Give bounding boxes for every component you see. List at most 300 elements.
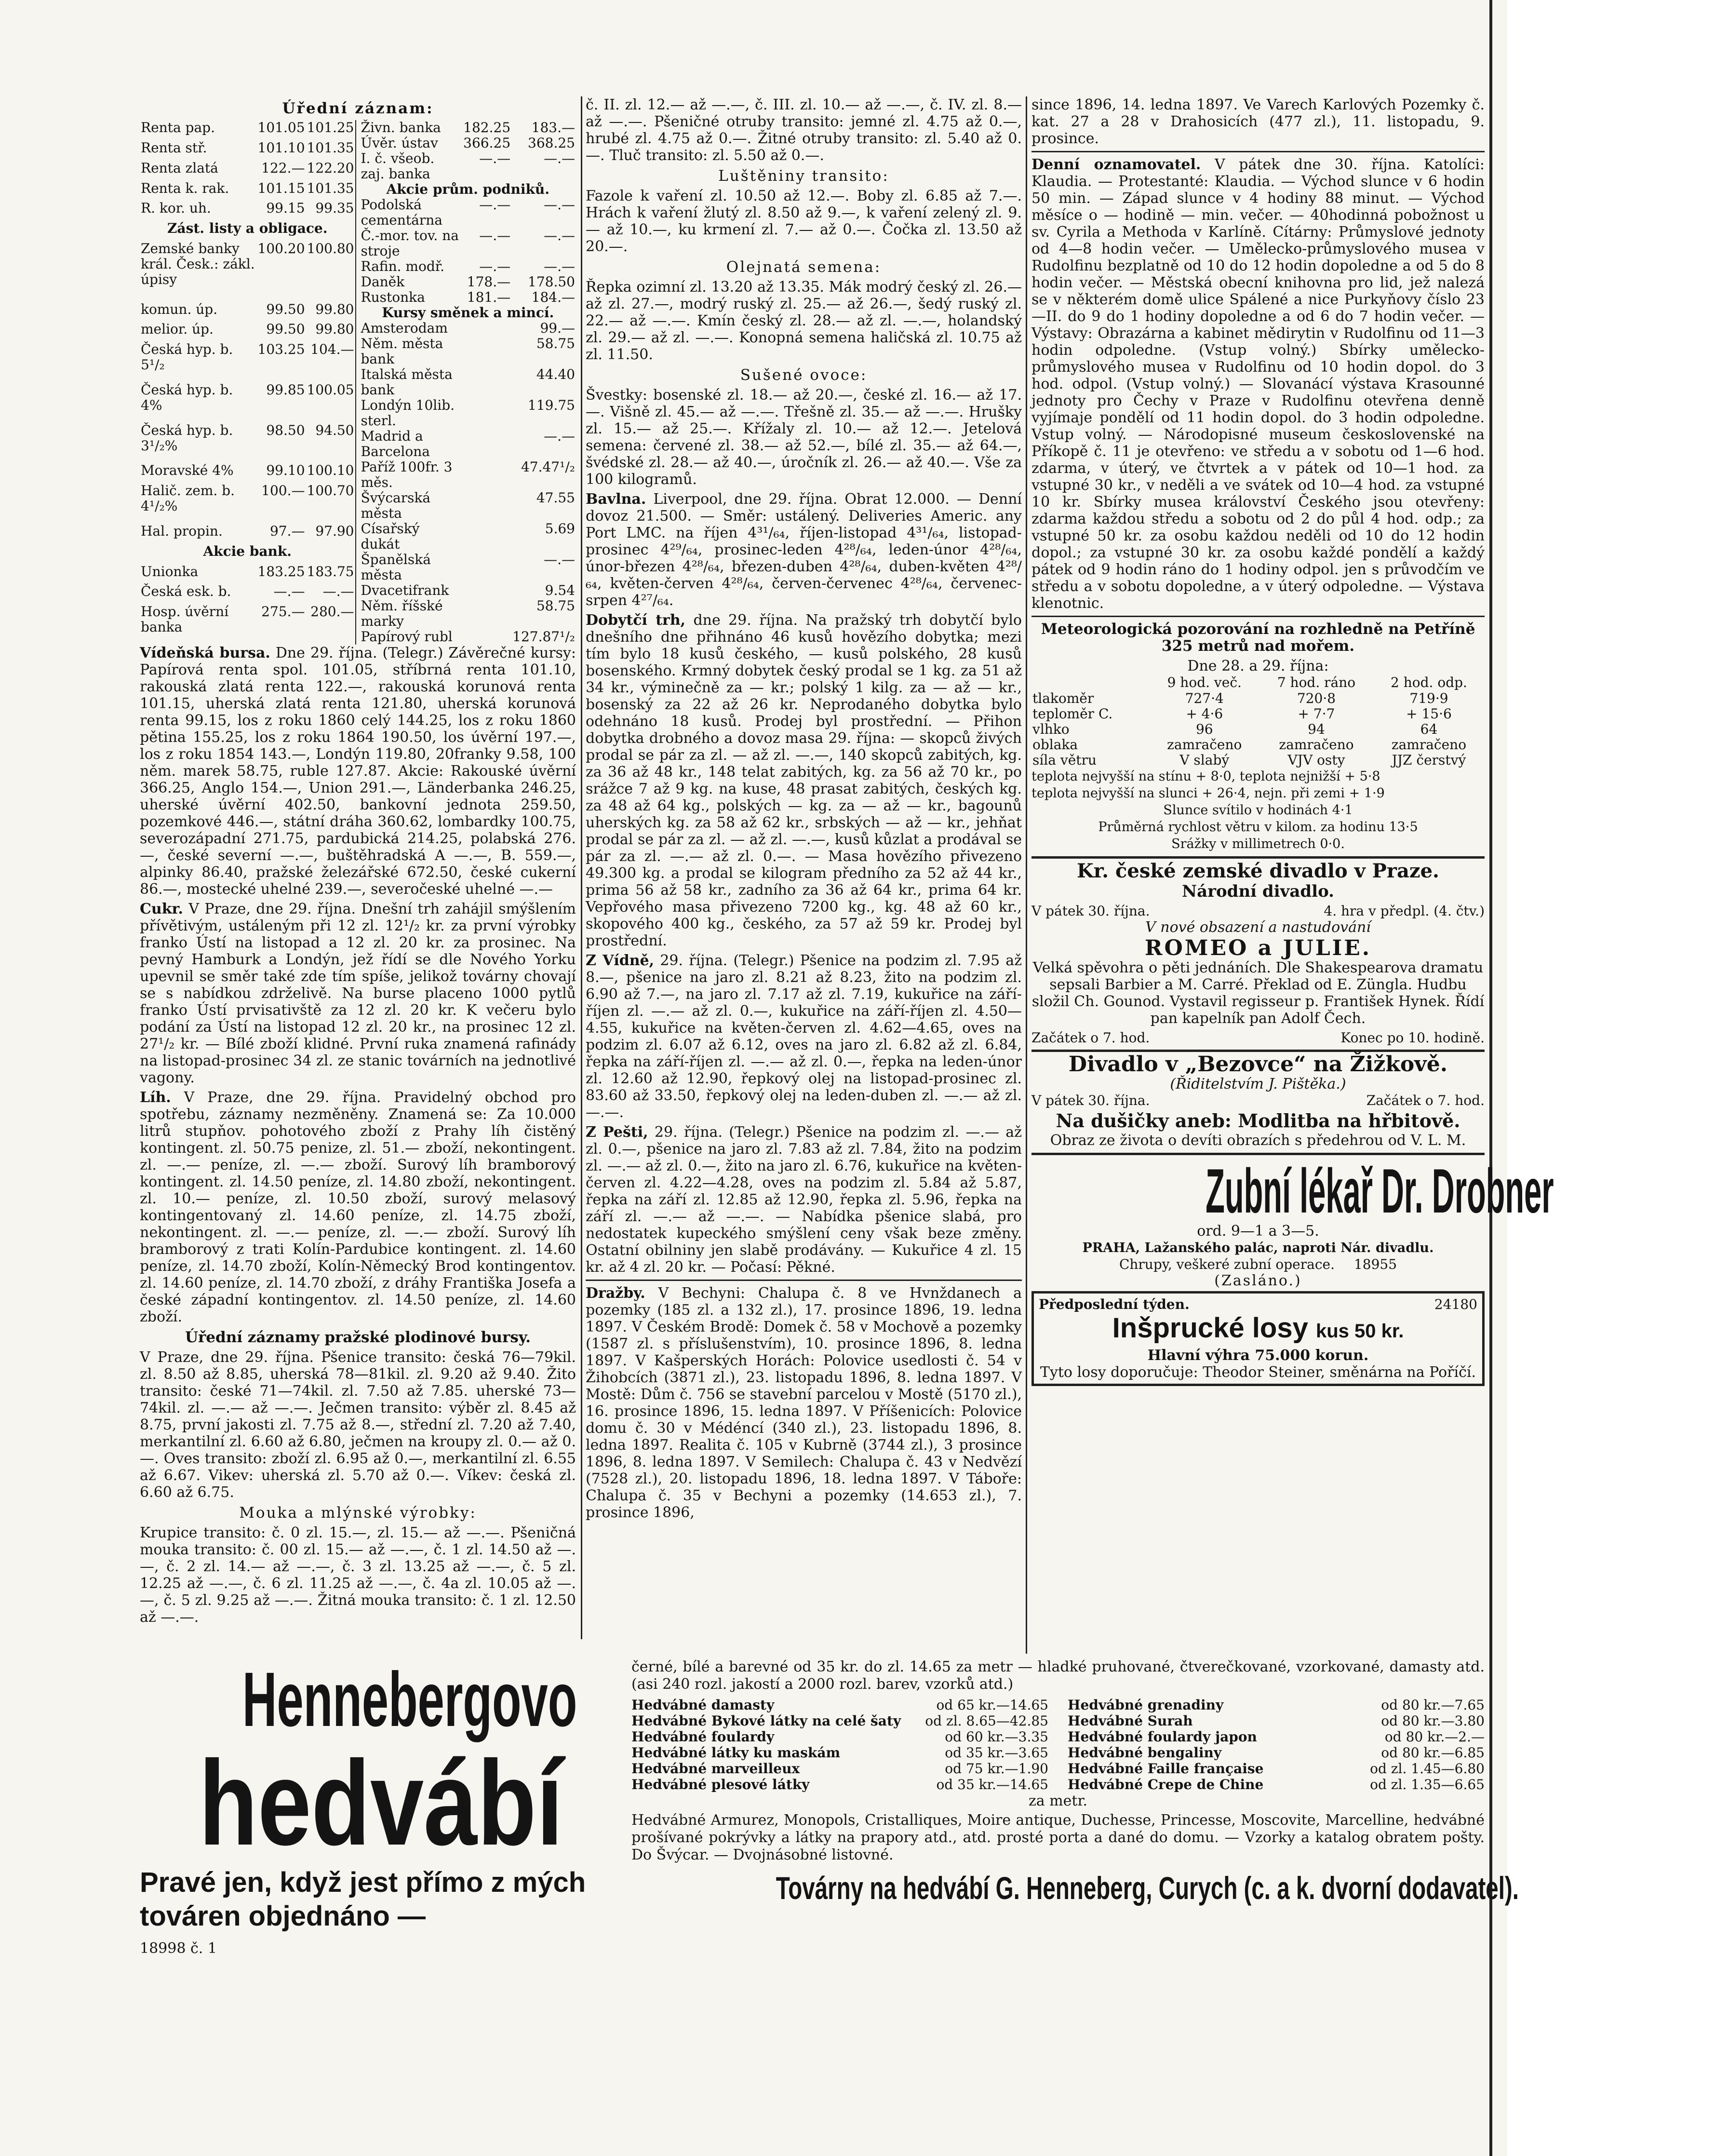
rate-goods: 119.75 xyxy=(528,397,575,413)
rates-left-row xyxy=(140,201,356,221)
lottery-title-line xyxy=(1039,1312,1477,1347)
silk-per-meter: za metr. xyxy=(1028,1792,1088,1809)
silk-item xyxy=(1068,1745,1485,1761)
met-value: VJV osty xyxy=(1287,752,1345,768)
rate-label: Londýn 10lib. sterl. xyxy=(361,397,455,429)
official-heading: Úřední záznam: xyxy=(282,100,434,117)
rate-label: Česká hyp. b. 5¹/₂ xyxy=(141,341,233,373)
divider xyxy=(1031,856,1485,859)
rate-money xyxy=(462,490,511,521)
rate-money: —.— xyxy=(479,258,511,274)
rate-money xyxy=(462,583,511,598)
met-foot-1: teplota nejvyšší na stínu + 8·0, teplota nejnižší + 5·8 xyxy=(1031,769,1380,784)
theatre1-end: Konec po 10. hodině. xyxy=(1340,1030,1485,1046)
rate-goods: 101.35 xyxy=(307,180,354,196)
met-col-header: 2 hod. odp. xyxy=(1391,674,1467,690)
lottery-title: Inšprucké losy xyxy=(1112,1312,1308,1344)
rates-left-row xyxy=(140,604,356,645)
rates-right-row xyxy=(360,259,576,274)
daily-notices xyxy=(1031,156,1485,612)
rate-goods: —.— xyxy=(544,258,575,274)
rates-right-row xyxy=(360,552,576,583)
rate-label: Renta zlatá xyxy=(141,160,218,176)
silk-item-name: Hedvábné látky ku maskám xyxy=(631,1745,841,1761)
silk-footer-wrap xyxy=(631,1869,1519,1907)
silk-item-name: Hedvábné foulardy xyxy=(631,1729,775,1745)
dentist-hours: ord. 9—1 a 3—5. xyxy=(1197,1223,1319,1240)
met-table xyxy=(1031,674,1485,768)
rates-right-row xyxy=(360,629,576,645)
dentist-line xyxy=(1031,1256,1485,1272)
rate-money: 182.25 xyxy=(463,120,511,135)
rate-goods: 178.50 xyxy=(528,274,575,290)
silk-intro: černé, bílé a barevné od 35 kr. do zl. 14.65 za metr — hladké pruhované, čtverečkované, vzorkované, damasty atd. (asi 240 rozl. jakostí a 2000 rozl. barev, vzorků atd.) xyxy=(631,1658,1485,1693)
met-value: 727·4 xyxy=(1185,690,1224,706)
rate-goods: 100.10 xyxy=(307,462,354,479)
met-row xyxy=(1031,753,1485,768)
cattle-text: dne 29. října. Na pražský trh dobytčí bylo dnešního dne přihnáno 46 kusů hovězího dobytka; mezi tím bylo 18 kusů českého, — kusů polského, 28 kusů bosenského. Krmný dobytek český prodal se 1 kg. za 51 až 34 kr., výminečně za — kr.; polský 1 kilg. za — až — kr., bosenský za 22 až 26 kr. Neprodaného dobytka bylo odehnáno 18 kusů. Prodej byl prostřední. — Přihon dobytka drobného a dovoz masa 29. října: — skopců živých prodal se pár za zl. — až zl. —.—, 140 skopců zabitých, kg. za 36 až 48 kr., 148 telat zabitých, kg. za 56 až 70 kr., po srážce 7 až 9 kg. na kuse, 48 prasat zabitých, českých kg. za 48 až 64 kg., polských — kg. za — až — kr., bagounů uherských kg. za 58 až 62 kr., srbských — až — kr., jehňat prodal se pár za zl. — až zl. —.—, kusů kůzlat a prodával se pár za zl. —.— až zl. 0.—. — Masa hovězího přivezeno 49.300 kg. a prodal se kilogram předního za 52 až 44 kr., prima 56 až 58 kr., zadního za 36 až 64 kr., prima 64 kr. Vepřového masa přivezeno 7200 kg., kg. 48 až 60 kr., skopového 400 kg., českého, za 57 až 59 kr. Prodej byl prostřední. xyxy=(586,612,1022,949)
silk-tagline: Pravé jen, když jest přímo z mých továren objednáno — xyxy=(140,1867,586,1932)
rate-goods: 58.75 xyxy=(536,598,575,614)
sugar-report xyxy=(140,901,576,1086)
theatre2-title: Na dušičky aneb: Modlitba na hřbitově. xyxy=(1056,1110,1460,1132)
rate-label: Španělská města xyxy=(361,552,431,583)
rates-right-row xyxy=(360,197,576,228)
rate-label: Česká esk. b. xyxy=(141,583,231,600)
pest-report xyxy=(586,1124,1022,1276)
rates-right-row xyxy=(360,367,576,398)
rate-label: Živn. banka xyxy=(361,120,441,135)
rate-goods: 99.80 xyxy=(315,301,354,317)
rate-label: Č.-mor. tov. na stroje xyxy=(361,228,459,259)
rate-money: 98.50 xyxy=(266,422,305,438)
met-row xyxy=(1031,722,1485,737)
silk-footer: Továrny na hedvábí G. Henneberg, Curych (c. a k. dvorní dodavatel). xyxy=(776,1870,1519,1906)
rate-money xyxy=(462,552,511,583)
column-rule-2 xyxy=(1026,96,1027,1654)
rate-label: Zást. listy a obligace. xyxy=(167,220,328,237)
sugar-heading: Cukr. xyxy=(140,901,183,917)
rates-right-row xyxy=(360,305,576,321)
rate-label: Akcie bank. xyxy=(203,543,292,559)
rates-right-row xyxy=(360,398,576,429)
dentist-addr: PRAHA, Lažanského palác, naproti Nár. divadlu. xyxy=(1082,1240,1434,1255)
met-value: zamračeno xyxy=(1279,737,1354,753)
met-value: 64 xyxy=(1420,721,1438,737)
rate-money xyxy=(462,321,511,336)
lottery-top xyxy=(1039,1296,1477,1312)
theatre2-date: V pátek 30. října. xyxy=(1031,1092,1150,1108)
silk-item-price: od 35 kr.—3.65 xyxy=(945,1745,1048,1761)
legumes-heading: Luštěniny transito: xyxy=(718,167,889,185)
rate-label: Kursy směnek a mincí. xyxy=(382,305,554,321)
rates-right-row xyxy=(360,120,576,135)
rate-label: Něm. říšské marky xyxy=(361,598,443,629)
met-row-label: síla větru xyxy=(1032,752,1097,768)
rate-money: 183.25 xyxy=(257,563,305,579)
silk-item-name: Hedvábné Bykové látky na celé šaty xyxy=(631,1713,901,1729)
silk-item xyxy=(1068,1761,1485,1777)
silk-item xyxy=(631,1713,1048,1729)
rate-label: Paříž 100fr. 3 měs. xyxy=(361,459,453,490)
rate-label: Papírový rubl xyxy=(361,629,453,645)
silk-item-price: od zl. 8.65—42.85 xyxy=(925,1713,1048,1729)
auction-text: V Bechyni: Chalupa č. 8 ve Hvnždanech a pozemky (185 zl. a 132 zl.), 17. prosince 1896, 19. ledna 1897. V Českém Brodě: Domek č. 58 v Mochově a pozemky (1587 zl. s příslušenstvím), 10. prosince 1896, 8. ledna 1897. V Kašperských Horách: Polovice usedlosti č. 54 v Žihobcích (3871 zl.), 23. listopadu 1896, 8. ledna 1897. V Mostě: Dům č. 756 se stavební parcelou v Mostě (5170 zl.), 16. prosince 1896, 15. ledna 1897. V Příšenicích: Polovice domu č. 30 v Médéncí (340 zl.), 23. listopadu 1896, 8. ledna 1897. Realita č. 105 v Kubrně (3744 zl.), 3 prosince 1896, 8. ledna 1897. V Semilech: Chalupa č. 43 v Nedvězí (7528 zl.), 20. listopadu 1896, 18. ledna 1897. V Táboře: Chalupa č. 35 v Bechyni a pozemky (14.653 zl.), 7. prosince 1896, xyxy=(586,1285,1022,1521)
rates-right-row xyxy=(360,429,576,459)
rate-goods: —.— xyxy=(322,583,354,600)
met-value: + 7·7 xyxy=(1298,706,1335,722)
rate-goods: 101.35 xyxy=(307,139,354,156)
met-value: 94 xyxy=(1308,721,1325,737)
vienna-grain-heading: Z Vídně, xyxy=(586,952,655,969)
met-foot-5: Srážky v millimetrech 0·0. xyxy=(1171,836,1345,851)
rate-goods: 101.25 xyxy=(307,120,354,135)
silk-ref: 18998 č. 1 xyxy=(140,1940,217,1957)
rate-label: Rafin. modř. xyxy=(361,258,444,274)
rate-goods: 94.50 xyxy=(315,422,354,438)
rates-right-row xyxy=(360,336,576,367)
rates-right-row xyxy=(360,321,576,336)
rate-label: Švýcarská města xyxy=(361,490,431,521)
silk-item-name: Hedvábné plesové látky xyxy=(631,1777,810,1792)
daily-heading: Denní oznamovatel. xyxy=(1031,156,1201,173)
theatre2-desc: Obraz ze života o devíti obrazích s předehrou od V. L. M. xyxy=(1050,1132,1466,1149)
spirit-report xyxy=(140,1089,576,1325)
rate-label: Česká hyp. b. 3¹/₂% xyxy=(141,422,233,454)
met-value: 719·9 xyxy=(1409,690,1448,706)
silk-name1: Hennebergovo xyxy=(242,1656,577,1742)
divider xyxy=(1031,1153,1485,1155)
column-3 xyxy=(1031,96,1554,1658)
rate-money xyxy=(462,367,511,398)
rates-left-row xyxy=(140,423,356,463)
rate-label: Dvacetifrank xyxy=(361,582,449,598)
rates-right-row xyxy=(360,521,576,552)
rates-left-row xyxy=(140,302,356,322)
silk-item xyxy=(1068,1697,1485,1713)
theatre1-sub: Národní divadlo. xyxy=(1181,882,1335,901)
rates-left-row xyxy=(140,221,356,241)
cattle-report xyxy=(586,612,1022,949)
silk-price-lists xyxy=(631,1697,1485,1792)
auction-report xyxy=(586,1285,1022,1521)
cattle-heading: Dobytčí trh, xyxy=(586,612,686,629)
rate-goods: 104.— xyxy=(310,341,354,358)
rate-label: Renta stř. xyxy=(141,139,207,156)
theatre1-date: V pátek 30. října. xyxy=(1031,903,1150,919)
rate-goods: —.— xyxy=(544,150,575,166)
silk-name2-wrap xyxy=(140,1736,622,1870)
rate-money: 99.50 xyxy=(266,301,305,317)
met-value: 720·8 xyxy=(1297,690,1336,706)
silk-item-price: od zl. 1.45—6.80 xyxy=(1370,1761,1485,1777)
met-foot-4: Průměrná rychlost větru v kilom. za hodinu 13·5 xyxy=(1098,820,1418,835)
rate-label: Podolská cementárna xyxy=(361,197,442,228)
rates-right-row xyxy=(360,228,576,259)
silk-item-price: od 80 kr.—6.85 xyxy=(1381,1745,1485,1761)
vienna-grain-report xyxy=(586,952,1022,1121)
rate-label: Císařský dukát xyxy=(361,521,420,552)
silk-item-price: od 75 kr.—1.90 xyxy=(945,1761,1048,1777)
silk-item-price: od 80 kr.—7.65 xyxy=(1381,1697,1485,1713)
met-col-header: 9 hod. več. xyxy=(1167,674,1242,690)
rates-right-row xyxy=(360,290,576,305)
theatre1-line: V nové obsazení a nastudování xyxy=(1145,919,1371,936)
rate-goods: 280.— xyxy=(310,604,354,620)
met-corner xyxy=(1031,674,1149,691)
rate-goods: —.— xyxy=(544,552,575,567)
dentist-num: 18955 xyxy=(1353,1256,1397,1272)
lottery-ad xyxy=(1031,1291,1485,1386)
column-1 xyxy=(140,96,576,1658)
vienna-text: Dne 29. října. (Telegr.) Závěrečné kursy: Papírová renta spol. 101.05, stříbrná renta 101.10, rakouská zlatá renta 122.—, rakouská korunová renta 101.15, uherská zlatá renta 121.80, uherská korunová renta 99.15, los z roku 1860 celý 144.25, los z roku 1860 pětina 155.25, los z roku 1864 190.50, los úvěrní 197.—, los z roku 1854 143.—, Londýn 119.80, 20franky 9.58, 100 něm. marek 58.75, ruble 127.87. Akcie: Rakouské úvěrní 366.25, Anglo 154.—, Union 291.—, Länderbanka 246.25, uherské úvěrní 402.50, bankovní jednota 259.50, pozemkové 446.—, státní dráha 360.62, lombardky 100.75, severozápadní 271.75, pardubická 214.25, polabská 276.—, české severní —.—, buštěhradská A —.—, B. 559.—, alpinky 86.40, pražské železářské 672.50, české cukerní 86.—, mostecké uhelné 239.—, severočeské uhelné —.— xyxy=(140,645,576,898)
legumes-text: Fazole k vaření zl. 10.50 až 12.—. Boby zl. 6.85 až 7.—. Hrách k vaření žlutý zl. 8.50 až 9.—, k vaření zelený zl. 9.— až 10.—, ku krmení zl. 7.— až 0.—. Čočka zl. 13.50 až 20.—. xyxy=(586,188,1022,255)
silk-item-name: Hedvábné Surah xyxy=(1068,1713,1193,1729)
rate-goods: 99.— xyxy=(540,320,575,336)
rate-goods: 44.40 xyxy=(536,366,575,382)
rate-money: 122.— xyxy=(261,160,305,176)
col3-top-text: since 1896, 14. ledna 1897. Ve Varech Karlových Pozemky č. kat. 27 a 28 v Drahosicích (477 zl.), 11. listopadu, 9. prosince. xyxy=(1031,96,1485,147)
met-row xyxy=(1031,737,1485,753)
rate-goods: 122.20 xyxy=(307,160,354,176)
rate-goods: 99.35 xyxy=(315,200,354,216)
vienna-bourse xyxy=(140,645,576,898)
spirit-text: V Praze, dne 29. října. Pravidelný obchod pro spotřebu, záznamy nezměněny. Znamená se: Za 10.000 litrů stupňov. pohotového zboží z Prahy líh čistěný kontingent. zl. 50.75 penize, zl. 51.— zboží, nekontingent. zl. —.— peníze, zl. —.— zboží. Surový líh bramborový kontingent. zl. 14.50 peníze, zl. 14.80 zboží, nekontingent. zl. 10.— peníze, zl. 10.50 zboží, surový melasový kontingentovaný zl. 14.60 peníze, zl. 14.75 zboží, nekontingent. zl. —.— peníze, zl. —.— zboží. Surový líh bramborový z trati Kolín-Pardubice kontingent. zl. 14.60 peníze, zl. 14.70 zboží, Kolín-Německý Brod kontingentov. zl. 14.60 peníze, zl. 14.70 zboží, z dráhy Františka Josefa a české západní kontingentov. zl. 14.50 peníze, zl. 14.60 zboží. xyxy=(140,1089,576,1325)
rate-label: Italská města bank xyxy=(361,366,453,398)
rate-money: 181.— xyxy=(467,289,511,305)
rate-money xyxy=(462,336,511,367)
theatre1-times xyxy=(1031,1030,1485,1046)
rate-goods: 100.70 xyxy=(307,483,354,499)
spirit-heading: Líh. xyxy=(140,1089,171,1106)
rate-goods: 127.87¹/₂ xyxy=(512,629,575,645)
rate-label: R. kor. uh. xyxy=(141,200,211,216)
rates-right-row xyxy=(360,459,576,490)
dentist-name: Zubní lékař Dr. Drobner xyxy=(1206,1156,1554,1226)
theatre1-dateline xyxy=(1031,903,1485,919)
silk-item xyxy=(631,1777,1048,1792)
silk-item-name: Hedvábné foulardy japon xyxy=(1068,1729,1257,1745)
silk-item-name: Hedvábné Crepe de Chine xyxy=(1068,1777,1264,1792)
rate-label: Hosp. úvěrní banka xyxy=(141,604,229,635)
rate-label: Amsterodam xyxy=(361,320,448,336)
rate-label: Něm. města bank xyxy=(361,336,443,367)
met-col-header: 7 hod. ráno xyxy=(1277,674,1356,690)
theatre2-dateline xyxy=(1031,1092,1485,1108)
pest-text: 29. října. (Telegr.) Pšenice na podzim zl. —.— až zl. 0.—, pšenice na jaro zl. 7.83 až zl. 7.84, žito na podzim zl. —.— až zl. 0.—, žito na jaro zl. 6.76, kukuřice na květen-červen zl. 4.22—4.28, oves na podzim zl. 5.84 až 5.87, řepka na září zl. 12.85 až 12.90, řepka zl. 5.96, řepka na září zl. —.— až —.—. — Nabídka pšenice slabá, pro nedostatek kupeckého smýšlení ceny však beze změny. Ostatní obilniny jen slabě prodávány. — Kukuřice 4 zl. 15 kr. až 4 zl. 20 kr. — Počasí: Pěkné. xyxy=(586,1124,1022,1276)
sugar-text: V Praze, dne 29. října. Dnešní trh zahájil smýšlením přívětivým, ustáleným při 12 zl. 12¹/₂ kr. za první výrobky franko Ústí na listopad a 12 zl. 20 kr. za prosinec. Na pevný Hamburk a Londýn, jež řídí se dle Nového Yorku upevnil se směr také zde tím spíše, jelikož továrny chovají se s nabídkou zdrželivě. Na burse placeno 1000 pytlů franko Ústí prvisativště za 12 zl. 20 kr. K večeru bylo podání za Ústí na listopad 12 zl. 20 kr., na prosinec 12 zl. 27¹/₂ kr. — Bílé zboží klidné. První ruka znamená rafinády na listopad-prosinec 34 zl. ze stanic továrních na jednotlivé vagony. xyxy=(140,901,576,1086)
rate-money xyxy=(462,629,511,645)
rate-goods: 183.75 xyxy=(307,563,354,579)
silk-item-name: Hedvábné grenadiny xyxy=(1068,1697,1224,1713)
market-text: č. II. zl. 12.— až —.—, č. III. zl. 10.— až —.—, č. IV. zl. 8.— až —.—. Pšeničné otruby transito: jemné zl. 4.75 až 0.—, hrubé zl. 4.75 až 0.—. Žitné otruby transito: zl. 5.40 až 0.—. Tluč transito: zl. 5.50 až 0.—. xyxy=(586,96,1022,164)
divider xyxy=(1031,616,1485,617)
met-value: zamračeno xyxy=(1391,737,1467,753)
rate-goods: 183.— xyxy=(531,120,575,135)
rate-label: Úvěr. ústav xyxy=(361,135,438,151)
lottery-rec: Tyto losy doporučuje: Theodor Steiner, směnárna na Poříčí. xyxy=(1040,1364,1476,1381)
seeds-text: Řepka ozimní zl. 13.20 až 13.35. Mák modrý český zl. 26.— až zl. 27.—, modrý ruský zl. 25.— až 26.—, šedý ruský zl. 22.— až —.—. Kmín český zl. 28.— až zl. —.—, holandský zl. 29.— až zl. —.—. Konopná semena haličská zl. 10.75 až zl. 11.50. xyxy=(586,279,1022,363)
rates-left-row xyxy=(140,382,356,423)
rate-goods: 184.— xyxy=(531,289,575,305)
rate-money: 99.10 xyxy=(266,462,305,479)
theatre2-start: Začátek o 7. hod. xyxy=(1366,1092,1485,1108)
rate-goods: 99.80 xyxy=(315,321,354,337)
dentist-desc: Chrupy, veškeré zubní operace. xyxy=(1119,1256,1335,1272)
rates-left-row xyxy=(140,342,356,382)
rates-right-row xyxy=(360,135,576,151)
silk-name1-wrap xyxy=(140,1658,622,1740)
rate-money: 103.25 xyxy=(257,341,305,358)
rate-money: —.— xyxy=(479,228,511,243)
rate-label: Unionka xyxy=(141,563,199,579)
met-value: 96 xyxy=(1195,721,1213,737)
page-edge-right xyxy=(1489,0,1492,2156)
met-value: + 15·6 xyxy=(1406,706,1452,722)
rate-money: 178.— xyxy=(467,274,511,290)
rate-money xyxy=(462,598,511,629)
rates-left-row xyxy=(140,544,356,564)
rates-left-row xyxy=(140,140,356,161)
rate-money xyxy=(462,429,511,459)
met-value: V slabý xyxy=(1179,752,1230,768)
rate-money xyxy=(462,398,511,429)
rate-label: melior. úp. xyxy=(141,321,214,337)
rate-goods: 100.05 xyxy=(307,381,354,398)
rates-right-row xyxy=(360,182,576,197)
cotton-heading: Bavlna. xyxy=(586,491,646,508)
rates-right-row xyxy=(360,151,576,182)
silk-item-price: od 80 kr.—3.80 xyxy=(1381,1713,1485,1729)
silk-item-name: Hedvábné Faille française xyxy=(1068,1761,1264,1777)
lottery-num: 24180 xyxy=(1434,1296,1477,1312)
silk-ad xyxy=(140,1656,1519,2054)
rate-money: 99.50 xyxy=(266,321,305,337)
silk-item xyxy=(1068,1729,1485,1745)
silk-item-name: Hedvábné damasty xyxy=(631,1697,775,1713)
rate-goods: 100.80 xyxy=(307,241,354,257)
rates-left-row xyxy=(140,463,356,483)
rate-money: 366.25 xyxy=(463,135,511,151)
silk-item xyxy=(631,1761,1048,1777)
silk-item-price: od zl. 1.35—6.65 xyxy=(1370,1777,1485,1792)
rates-left-row xyxy=(140,241,356,302)
silk-item-price: od 60 kr.—3.35 xyxy=(945,1729,1048,1745)
lottery-price: kus 50 kr. xyxy=(1315,1321,1404,1342)
theatre1-title: ROMEO a JULIE. xyxy=(1144,936,1372,960)
sent-label: (Zasláno.) xyxy=(1214,1272,1302,1289)
met-foot-2: teplota nejvyšší na slunci + 26·4, nejn. při zemi + 1·9 xyxy=(1031,786,1385,801)
theatre1-note: 4. hra v předpl. (4. čtv.) xyxy=(1324,903,1485,919)
rate-label: Akcie prům. podniků. xyxy=(386,181,549,197)
divider xyxy=(1031,151,1485,152)
rate-money: —.— xyxy=(479,197,511,213)
rates-table-left xyxy=(140,120,356,645)
fruit-text: Švestky: bosenské zl. 18.— až 20.—, české zl. 16.— až 17.—. Višně zl. 45.— až —.—. Třešně zl. 35.— až —.—. Hrušky zl. 15.— až 25.—. Křížaly zl. 10.— až 12.—. Jetelová semena: červené zl. 38.— až 52.—, bílé zl. 35.— až 64.—, švédské zl. 28.— až 40.—, úročník zl. 26.— až 40.—. Vše za 100 kilogramů. xyxy=(586,387,1022,488)
rate-money: 97.— xyxy=(269,523,305,539)
rate-money: —.— xyxy=(479,150,511,166)
met-value: + 4·6 xyxy=(1186,706,1223,722)
silk-item xyxy=(631,1745,1048,1761)
met-row-label: vlhko xyxy=(1032,721,1070,737)
rate-money: 99.85 xyxy=(266,381,305,398)
rates-left-row xyxy=(140,120,356,140)
vienna-heading: Vídeňská bursa. xyxy=(140,645,270,661)
rate-money: 100.— xyxy=(261,483,305,499)
lottery-head: Předposlední týden. xyxy=(1039,1296,1190,1312)
rate-label: Halič. zem. b. 4¹/₂% xyxy=(141,483,235,514)
met-row-label: teploměr C. xyxy=(1032,706,1113,722)
rate-label: komun. úp. xyxy=(141,301,218,317)
rate-money: 99.15 xyxy=(266,200,305,216)
met-row xyxy=(1031,691,1485,706)
met-row xyxy=(1031,706,1485,722)
rate-money: 100.20 xyxy=(257,241,305,257)
rate-goods: 97.90 xyxy=(315,523,354,539)
rate-label: Rustonka xyxy=(361,289,425,305)
pest-heading: Z Pešti, xyxy=(586,1124,648,1141)
rates-right-row xyxy=(360,490,576,521)
silk-item xyxy=(1068,1777,1485,1792)
rate-goods: 47.55 xyxy=(536,490,575,506)
rates-right-row xyxy=(360,583,576,598)
produce-text: V Praze, dne 29. října. Pšenice transito: česká 76—79kil. zl. 8.50 až 8.85, uherská 78—81kil. zl. 9.20 až 9.40. Žito transito: české 71—74kil. zl. 7.50 až 7.85. uherské 73—74kil. zl. —.— až —.—. Ječmen transito: výběr zl. 8.45 až 8.75, první jakosti zl. 7.75 až 8.—, střední zl. 7.20 až 7.40, merkantilní zl. 6.60 až 6.80, ječmen na kroupy zl. 0.— až 0.—. Oves transito: zboží zl. 6.95 až 0.—, merkantilní zl. 6.55 až 6.67. Vikev: uherská zl. 5.70 až 0.—. Víkev: česká zl. 6.60 až 6.75. xyxy=(140,1349,576,1501)
rates-right-row xyxy=(360,598,576,629)
vienna-grain-text: 29. října. (Telegr.) Pšenice na podzim zl. 7.95 až 8.—, pšenice na jaro zl. 8.21 až 8.23, žito na podzim zl. 6.90 až 7.—, na jaro zl. 7.17 až zl. 7.19, kukuřice na září-říjen zl. —.— až zl. 0.—, kukuřice na září-říjen zl. 4.50—4.55, kukuřice na květen-červen zl. 4.62—4.65, oves na podzim zl. 6.07 až 6.12, oves na jaro zl. 6.82 až zl. 6.84, řepka na září-říjen zl. —.— až zl. 0.—, řepka na leden-únor zl. 12.60 až 12.90, řepkový olej na listopad-prosinec zl. 83.60 až 33.50, řepkový olej na leden-duben zl. —.— až zl. —.—. xyxy=(586,952,1022,1121)
rate-money xyxy=(462,459,511,490)
rate-goods: —.— xyxy=(544,197,575,213)
daily-text: V pátek dne 30. října. Katolíci: Klaudia. — Protestanté: Klaudia. — Východ slunce v 6 hodin 50 min. — Západ slunce v 4 hodiny 88 minut. — Východ měsíce o — hodině — min. večer. — 40hodinná pobožnost u sv. Cyrila a Methoda v Karlíně. Cítárny: Průmyslové jednoty od 4—8 hodin večer. — Umělecko-průmyslového musea v Rudolfinu bezplatně od 10 do 12 hodin dopoledne a od 5 do 8 hodin večer. — Městská obecní knihovna pro lid, jež nalezá se v některém domě ulice Spálené a nice Purkyňovy číslo 23—II. do 9 do 1 hodiny dopoledne a od 6 do 7 hodin večer. — Výstavy: Obrazárna a kabinet mědirytin v Rudolfinu od 11—3 hodin odpoledne. (Vstup volný.) Sbírky umělecko-průmyslového musea v Rudolfinu od 10 hodin dopol. do 3 hod. odpol. (Vstup volný.) — Slovanácí výstava Krasounné jednoty pro Čechy v Praze v Rudolfinu otevřena denně vyjímaje pondělí od 11 hodin dopol. do 3 hodin odpoledne. Vstup volný. — Národopisné museum československé na Příkopě č. 11 je otevřeno: ve středu a v sobotu od 1—6 hod. zdarma, v úterý, ve čtvrtek a v pátek od 10—1 hod. za vstupné 30 kr., v neděli a ve svátek od 10—4 hod. za vstupné 10 kr. Sbírky musea království Českého jsou otevřeny: zdarma každou středu a sobotu od 2 do půl 4 hod. odp.; za vstupné 50 kr. za osobu každou neděli od 10 do 12 hodin dopol.; za vstupné 30 kr. za osobu každé pondělí a každý pátek od 9 hodin ráno do 1 hodiny odpol. jen s průvodčím ve středu a v sobotu dopoledne, a v úterý odpoledne. — Výstava klenotnic. xyxy=(1031,156,1485,612)
divider xyxy=(586,1280,1022,1281)
rates-left-row xyxy=(140,564,356,584)
silk-item-price: od 35 kr.—14.65 xyxy=(936,1777,1048,1792)
theatre2-heading: Divadlo v „Bezovce“ na Žižkově. xyxy=(1068,1052,1448,1077)
rates-table-right xyxy=(360,120,576,645)
rates-left-row xyxy=(140,322,356,342)
rate-label: Hal. propin. xyxy=(141,523,223,539)
rates-left-row xyxy=(140,161,356,181)
column-rule-1 xyxy=(581,96,582,1639)
rate-label: Renta pap. xyxy=(141,120,215,135)
theatre1-heading: Kr. české zemské divadlo v Praze. xyxy=(1077,860,1439,882)
silk-item-price: od 65 kr.—14.65 xyxy=(936,1697,1048,1713)
silk-item-name: Hedvábné marveilleux xyxy=(631,1761,800,1777)
rate-money xyxy=(462,521,511,552)
rates-tables xyxy=(140,120,576,645)
rate-goods: 58.75 xyxy=(536,336,575,351)
rates-left-row xyxy=(140,584,356,604)
silk-ad-right xyxy=(631,1658,1519,2054)
silk-list-right xyxy=(1068,1697,1485,1792)
rate-goods: 9.54 xyxy=(545,582,575,598)
rate-goods: —.— xyxy=(544,228,575,243)
flour-heading: Mouka a mlýnské výrobky: xyxy=(239,1504,477,1522)
met-row-label: oblaka xyxy=(1032,737,1078,753)
theatre1-start: Začátek o 7. hod. xyxy=(1031,1030,1150,1046)
rate-label: Daněk xyxy=(361,274,405,290)
produce-heading: Úřední záznamy pražské plodinové bursy. xyxy=(185,1329,531,1346)
silk-name2: hedvábí xyxy=(199,1736,563,1870)
flour-text: Krupice transito: č. 0 zl. 15.—, zl. 15.— až —.—. Pšeničná mouka transito: č. 00 zl. 15.— až —.—, č. 1 zl. 14.50 až —.—, č. 2 zl. 14.— až —.—, č. 3 zl. 13.25 až —.—, č. 5 zl. 12.25 až —.—, č. 6 zl. 11.25 až —.—, č. 4a zl. 10.05 až —.—, č. 5 zl. 9.25 až —.—. Žitná mouka transito: č. 1 zl. 12.50 až —.—. xyxy=(140,1524,576,1626)
rate-goods: 5.69 xyxy=(545,521,575,537)
rate-label: Madrid a Barcelona xyxy=(361,428,430,459)
met-value: JJZ čerstvý xyxy=(1392,752,1466,768)
met-date: Dne 28. a 29. října: xyxy=(1187,658,1329,674)
lottery-win: Hlavní výhra 75.000 korun. xyxy=(1147,1347,1369,1364)
silk-more: Hedvábné Armurez, Monopols, Cristalliques, Moire antique, Duchesse, Princesse, Moscovite, Marcelline, hedvábné prošívané pokrývky a látky na prapory atd., atd. prosté porta a dané do domu. — Vzorky a katalog obratem pošty. Do Švýcar. — Dvojnásobné listovné. xyxy=(631,1812,1485,1863)
auction-heading: Dražby. xyxy=(586,1285,645,1302)
dentist-ad xyxy=(1031,1156,1554,1226)
